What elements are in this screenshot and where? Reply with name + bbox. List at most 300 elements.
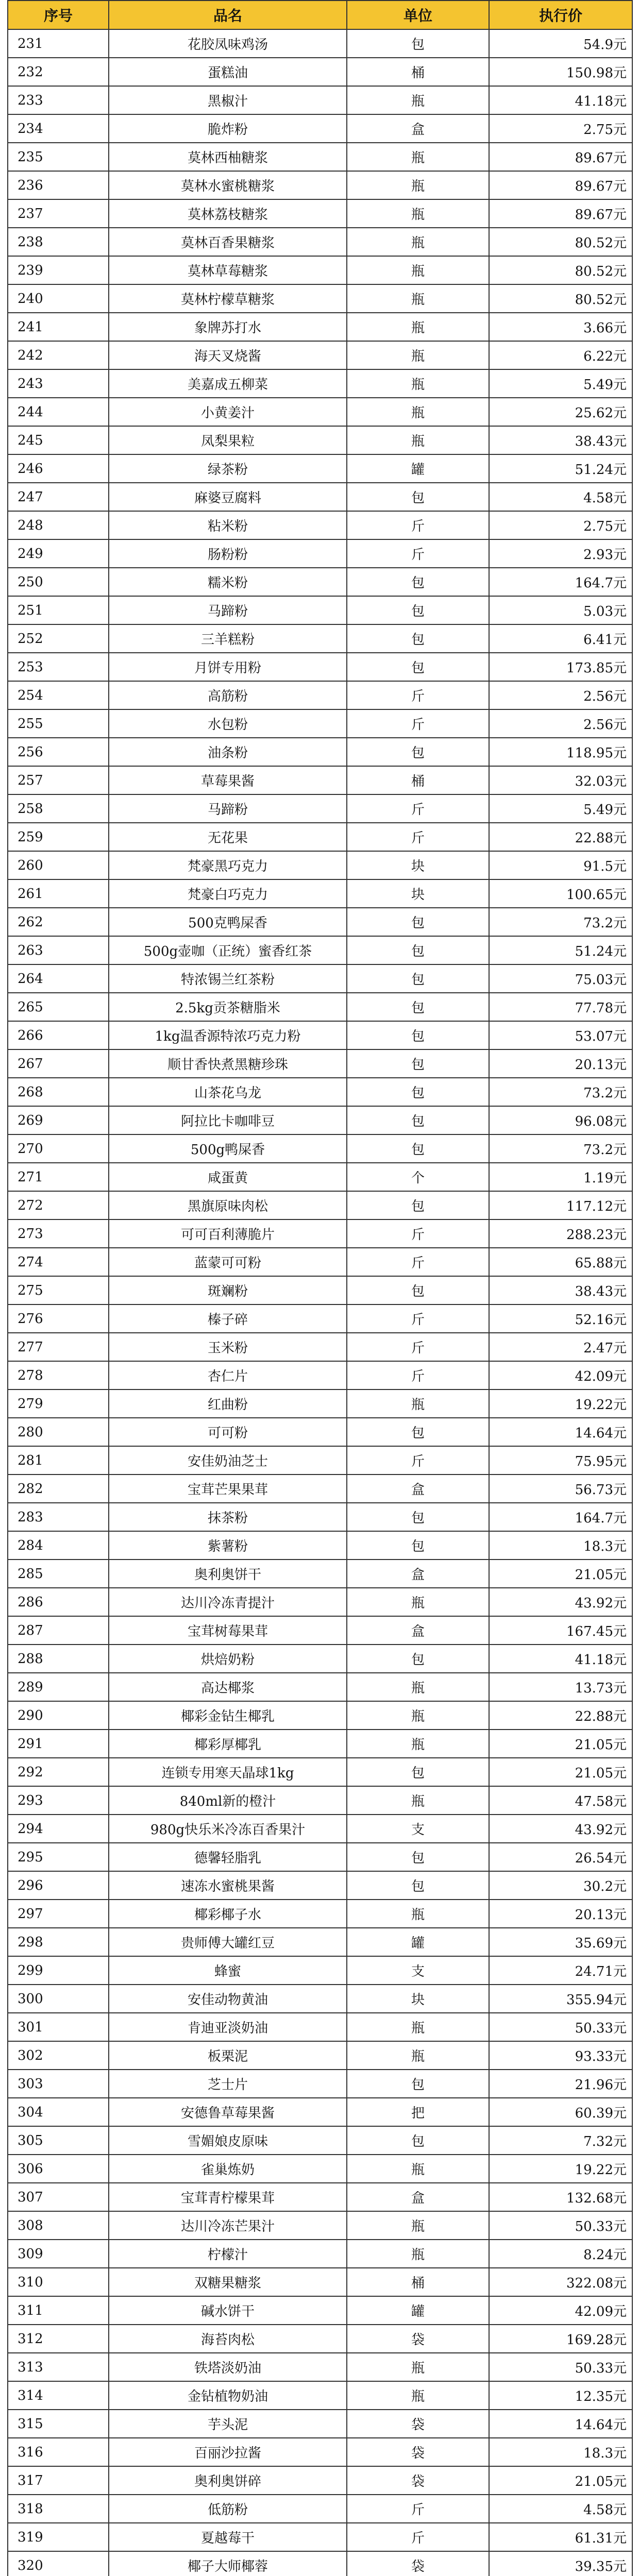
table-row [8, 1049, 632, 1078]
row-number: 316 [8, 2438, 109, 2466]
item-name: 莫林柠檬草糖浆 [109, 284, 347, 313]
item-unit: 袋 [347, 2438, 489, 2466]
row-number: 260 [8, 851, 109, 879]
item-price: 21.05元 [489, 2466, 632, 2495]
item-name: 500g壶咖（正统）蜜香红茶 [109, 936, 347, 964]
table-row [8, 2013, 632, 2041]
row-number: 268 [8, 1078, 109, 1106]
item-price: 14.64元 [489, 2410, 632, 2438]
item-name: 三羊糕粉 [109, 624, 347, 653]
item-price: 167.45元 [489, 1616, 632, 1645]
item-price: 18.3元 [489, 1531, 632, 1560]
table-row [8, 143, 632, 171]
row-number: 253 [8, 653, 109, 681]
header-name: 品名 [109, 1, 347, 29]
table-row [8, 1078, 632, 1106]
item-price: 4.58元 [489, 2495, 632, 2523]
row-number: 248 [8, 511, 109, 539]
table-row [8, 256, 632, 284]
item-price: 91.5元 [489, 851, 632, 879]
item-price: 60.39元 [489, 2098, 632, 2126]
item-name: 顺甘香快煮黑糖珍珠 [109, 1049, 347, 1078]
item-unit: 斤 [347, 794, 489, 823]
item-unit: 支 [347, 1815, 489, 1843]
row-number: 280 [8, 1418, 109, 1446]
item-name: 粘米粉 [109, 511, 347, 539]
item-price: 19.22元 [489, 2155, 632, 2183]
item-unit: 斤 [347, 1446, 489, 1475]
row-number: 239 [8, 256, 109, 284]
item-unit: 罐 [347, 1928, 489, 1956]
row-number: 241 [8, 313, 109, 341]
row-number: 232 [8, 58, 109, 86]
table-row [8, 1531, 632, 1560]
item-price: 2.56元 [489, 681, 632, 709]
table-row [8, 1361, 632, 1389]
item-price: 12.35元 [489, 2381, 632, 2410]
item-unit: 瓶 [347, 398, 489, 426]
table-row [8, 2495, 632, 2523]
item-name: 黑旗原味肉松 [109, 1191, 347, 1219]
item-name: 抹茶粉 [109, 1503, 347, 1531]
row-number: 259 [8, 823, 109, 851]
item-price: 89.67元 [489, 199, 632, 228]
table-row [8, 1673, 632, 1701]
item-unit: 桶 [347, 2268, 489, 2296]
item-name: 莫林水蜜桃糖浆 [109, 171, 347, 199]
table-row [8, 1645, 632, 1673]
item-price: 2.93元 [489, 539, 632, 568]
row-number: 264 [8, 964, 109, 993]
item-unit: 包 [347, 964, 489, 993]
item-unit: 盒 [347, 1475, 489, 1503]
table-row [8, 1333, 632, 1361]
item-unit: 包 [347, 2126, 489, 2155]
item-price: 288.23元 [489, 1219, 632, 1248]
item-unit: 包 [347, 1134, 489, 1163]
table-row [8, 1956, 632, 1985]
item-name: 500克鸭屎香 [109, 908, 347, 936]
row-number: 299 [8, 1956, 109, 1985]
item-name: 海天叉烧酱 [109, 341, 347, 369]
item-price: 7.32元 [489, 2126, 632, 2155]
table-row [8, 1248, 632, 1276]
row-number: 258 [8, 794, 109, 823]
row-number: 306 [8, 2155, 109, 2183]
item-price: 32.03元 [489, 766, 632, 794]
row-number: 265 [8, 993, 109, 1021]
table-row [8, 1616, 632, 1645]
row-number: 308 [8, 2211, 109, 2240]
item-price: 39.35元 [489, 2551, 632, 2576]
item-name: 安德鲁草莓果酱 [109, 2098, 347, 2126]
row-number: 319 [8, 2523, 109, 2551]
item-name: 绿茶粉 [109, 454, 347, 483]
item-unit: 斤 [347, 823, 489, 851]
row-number: 242 [8, 341, 109, 369]
item-name: 麻婆豆腐料 [109, 483, 347, 511]
item-price: 132.68元 [489, 2183, 632, 2211]
item-price: 100.65元 [489, 879, 632, 908]
item-unit: 瓶 [347, 1588, 489, 1616]
item-price: 80.52元 [489, 228, 632, 256]
row-number: 284 [8, 1531, 109, 1560]
table-row [8, 1389, 632, 1418]
table-row [8, 2041, 632, 2070]
item-name: 2.5kg贡茶糖脂米 [109, 993, 347, 1021]
item-price: 50.33元 [489, 2013, 632, 2041]
table-row [8, 2070, 632, 2098]
table-row [8, 1985, 632, 2013]
item-price: 22.88元 [489, 823, 632, 851]
table-row [8, 2183, 632, 2211]
item-price: 164.7元 [489, 1503, 632, 1531]
row-number: 238 [8, 228, 109, 256]
table-row [8, 2381, 632, 2410]
row-number: 274 [8, 1248, 109, 1276]
item-unit: 瓶 [347, 228, 489, 256]
item-unit: 瓶 [347, 2013, 489, 2041]
table-row [8, 879, 632, 908]
item-price: 42.09元 [489, 1361, 632, 1389]
item-price: 54.9元 [489, 29, 632, 58]
table-row [8, 1134, 632, 1163]
table-row [8, 1219, 632, 1248]
item-name: 碱水饼干 [109, 2296, 347, 2325]
item-unit: 斤 [347, 511, 489, 539]
item-unit: 包 [347, 1021, 489, 1049]
item-unit: 斤 [347, 1304, 489, 1333]
item-price: 75.95元 [489, 1446, 632, 1475]
item-price: 51.24元 [489, 454, 632, 483]
table-row [8, 454, 632, 483]
table-row [8, 1163, 632, 1191]
table-row [8, 511, 632, 539]
item-unit: 斤 [347, 1248, 489, 1276]
item-unit: 袋 [347, 2551, 489, 2576]
item-name: 山茶花乌龙 [109, 1078, 347, 1106]
row-number: 275 [8, 1276, 109, 1304]
item-name: 高筋粉 [109, 681, 347, 709]
item-unit: 瓶 [347, 313, 489, 341]
item-price: 35.69元 [489, 1928, 632, 1956]
row-number: 271 [8, 1163, 109, 1191]
row-number: 273 [8, 1219, 109, 1248]
item-name: 月饼专用粉 [109, 653, 347, 681]
item-price: 19.22元 [489, 1389, 632, 1418]
row-number: 240 [8, 284, 109, 313]
table-row [8, 483, 632, 511]
item-price: 3.66元 [489, 313, 632, 341]
item-price: 8.24元 [489, 2240, 632, 2268]
price-list-table [7, 0, 633, 2576]
item-unit: 包 [347, 1276, 489, 1304]
table-row [8, 2098, 632, 2126]
item-price: 65.88元 [489, 1248, 632, 1276]
table-row [8, 709, 632, 738]
item-price: 53.07元 [489, 1021, 632, 1049]
item-name: 烘焙奶粉 [109, 1645, 347, 1673]
row-number: 269 [8, 1106, 109, 1134]
item-unit: 包 [347, 1049, 489, 1078]
row-number: 243 [8, 369, 109, 398]
row-number: 252 [8, 624, 109, 653]
table-row [8, 86, 632, 114]
table-row [8, 624, 632, 653]
item-name: 美嘉成五柳菜 [109, 369, 347, 398]
item-name: 马蹄粉 [109, 794, 347, 823]
item-price: 50.33元 [489, 2211, 632, 2240]
table-row [8, 1843, 632, 1871]
item-price: 41.18元 [489, 1645, 632, 1673]
item-price: 118.95元 [489, 738, 632, 766]
row-number: 301 [8, 2013, 109, 2041]
table-row [8, 1106, 632, 1134]
item-name: 雪媚娘皮原味 [109, 2126, 347, 2155]
table-row [8, 199, 632, 228]
row-number: 294 [8, 1815, 109, 1843]
table-row [8, 1871, 632, 1900]
item-price: 6.22元 [489, 341, 632, 369]
table-row [8, 1560, 632, 1588]
table-row [8, 341, 632, 369]
item-unit: 包 [347, 1871, 489, 1900]
item-price: 22.88元 [489, 1701, 632, 1730]
row-number: 277 [8, 1333, 109, 1361]
row-number: 255 [8, 709, 109, 738]
row-number: 251 [8, 596, 109, 624]
table-row [8, 1900, 632, 1928]
header-price: 执行价 [489, 1, 632, 29]
row-number: 286 [8, 1588, 109, 1616]
table-row [8, 426, 632, 454]
row-number: 249 [8, 539, 109, 568]
row-number: 317 [8, 2466, 109, 2495]
item-name: 高达椰浆 [109, 1673, 347, 1701]
item-unit: 斤 [347, 1333, 489, 1361]
item-unit: 瓶 [347, 1786, 489, 1815]
item-unit: 包 [347, 1531, 489, 1560]
item-price: 50.33元 [489, 2353, 632, 2381]
item-name: 海苔肉松 [109, 2325, 347, 2353]
item-unit: 瓶 [347, 256, 489, 284]
table-row [8, 1503, 632, 1531]
row-number: 292 [8, 1758, 109, 1786]
item-price: 5.49元 [489, 794, 632, 823]
item-name: 达川冷冻芒果汁 [109, 2211, 347, 2240]
table-row [8, 2325, 632, 2353]
item-unit: 瓶 [347, 171, 489, 199]
row-number: 270 [8, 1134, 109, 1163]
row-number: 282 [8, 1475, 109, 1503]
row-number: 234 [8, 114, 109, 143]
item-price: 20.13元 [489, 1900, 632, 1928]
item-price: 26.54元 [489, 1843, 632, 1871]
item-unit: 瓶 [347, 426, 489, 454]
row-number: 297 [8, 1900, 109, 1928]
row-number: 267 [8, 1049, 109, 1078]
item-name: 油条粉 [109, 738, 347, 766]
item-unit: 瓶 [347, 2211, 489, 2240]
row-number: 318 [8, 2495, 109, 2523]
item-name: 雀巢炼奶 [109, 2155, 347, 2183]
table-row [8, 794, 632, 823]
row-number: 313 [8, 2353, 109, 2381]
item-price: 61.31元 [489, 2523, 632, 2551]
table-row [8, 851, 632, 879]
item-price: 150.98元 [489, 58, 632, 86]
item-price: 89.67元 [489, 143, 632, 171]
table-row [8, 2240, 632, 2268]
item-name: 芋头泥 [109, 2410, 347, 2438]
row-number: 278 [8, 1361, 109, 1389]
row-number: 304 [8, 2098, 109, 2126]
item-name: 椰彩金钻生椰乳 [109, 1701, 347, 1730]
row-number: 312 [8, 2325, 109, 2353]
table-row [8, 596, 632, 624]
item-name: 糯米粉 [109, 568, 347, 596]
item-unit: 包 [347, 1106, 489, 1134]
table-row [8, 2268, 632, 2296]
table-row [8, 171, 632, 199]
row-number: 320 [8, 2551, 109, 2576]
item-name: 特浓锡兰红茶粉 [109, 964, 347, 993]
row-number: 245 [8, 426, 109, 454]
item-price: 77.78元 [489, 993, 632, 1021]
row-number: 285 [8, 1560, 109, 1588]
table-row [8, 1418, 632, 1446]
item-unit: 包 [347, 2070, 489, 2098]
item-name: 安佳动物黄油 [109, 1985, 347, 2013]
item-unit: 包 [347, 1418, 489, 1446]
item-price: 117.12元 [489, 1191, 632, 1219]
item-name: 贵师傅大罐红豆 [109, 1928, 347, 1956]
row-number: 293 [8, 1786, 109, 1815]
table-row [8, 823, 632, 851]
item-name: 杏仁片 [109, 1361, 347, 1389]
item-price: 73.2元 [489, 1078, 632, 1106]
item-name: 梵豪黑巧克力 [109, 851, 347, 879]
item-name: 凤梨果粒 [109, 426, 347, 454]
item-name: 莫林草莓糖浆 [109, 256, 347, 284]
item-unit: 瓶 [347, 2381, 489, 2410]
item-unit: 包 [347, 908, 489, 936]
row-number: 272 [8, 1191, 109, 1219]
item-unit: 包 [347, 1645, 489, 1673]
item-unit: 瓶 [347, 2240, 489, 2268]
row-number: 311 [8, 2296, 109, 2325]
row-number: 263 [8, 936, 109, 964]
item-name: 草莓果酱 [109, 766, 347, 794]
row-number: 262 [8, 908, 109, 936]
item-unit: 支 [347, 1956, 489, 1985]
item-name: 宝茸青柠檬果茸 [109, 2183, 347, 2211]
table-row [8, 766, 632, 794]
item-price: 56.73元 [489, 1475, 632, 1503]
table-row [8, 1730, 632, 1758]
row-number: 307 [8, 2183, 109, 2211]
item-unit: 袋 [347, 2410, 489, 2438]
item-unit: 斤 [347, 709, 489, 738]
item-name: 金钻植物奶油 [109, 2381, 347, 2410]
item-unit: 包 [347, 1191, 489, 1219]
table-row [8, 2353, 632, 2381]
table-row [8, 964, 632, 993]
table-body [8, 29, 632, 2576]
table-row [8, 1021, 632, 1049]
row-number: 310 [8, 2268, 109, 2296]
table-row [8, 908, 632, 936]
item-price: 75.03元 [489, 964, 632, 993]
item-price: 80.52元 [489, 284, 632, 313]
item-name: 夏越莓干 [109, 2523, 347, 2551]
table-row [8, 114, 632, 143]
item-unit: 把 [347, 2098, 489, 2126]
row-number: 287 [8, 1616, 109, 1645]
row-number: 236 [8, 171, 109, 199]
item-unit: 盒 [347, 1616, 489, 1645]
item-name: 椰彩椰子水 [109, 1900, 347, 1928]
table-row [8, 1191, 632, 1219]
item-name: 花胶凤味鸡汤 [109, 29, 347, 58]
table-row [8, 1446, 632, 1475]
item-name: 奥利奥饼干 [109, 1560, 347, 1588]
row-number: 283 [8, 1503, 109, 1531]
table-row [8, 1701, 632, 1730]
row-number: 314 [8, 2381, 109, 2410]
row-number: 295 [8, 1843, 109, 1871]
item-unit: 盒 [347, 1560, 489, 1588]
table-row [8, 1588, 632, 1616]
item-name: 肯迪亚淡奶油 [109, 2013, 347, 2041]
item-price: 42.09元 [489, 2296, 632, 2325]
item-name: 980g快乐米冷冻百香果汁 [109, 1815, 347, 1843]
item-price: 5.49元 [489, 369, 632, 398]
item-unit: 包 [347, 1503, 489, 1531]
item-name: 象牌苏打水 [109, 313, 347, 341]
item-price: 21.05元 [489, 1758, 632, 1786]
row-number: 281 [8, 1446, 109, 1475]
table-row [8, 2296, 632, 2325]
item-unit: 块 [347, 1985, 489, 2013]
item-name: 低筋粉 [109, 2495, 347, 2523]
item-unit: 袋 [347, 2325, 489, 2353]
item-unit: 块 [347, 851, 489, 879]
item-name: 安佳奶油芝士 [109, 1446, 347, 1475]
item-price: 322.08元 [489, 2268, 632, 2296]
item-name: 蓝蒙可可粉 [109, 1248, 347, 1276]
row-number: 244 [8, 398, 109, 426]
item-unit: 罐 [347, 2296, 489, 2325]
item-unit: 瓶 [347, 2353, 489, 2381]
item-unit: 瓶 [347, 1673, 489, 1701]
table-row [8, 681, 632, 709]
item-unit: 斤 [347, 2495, 489, 2523]
item-price: 18.3元 [489, 2438, 632, 2466]
item-unit: 包 [347, 568, 489, 596]
item-price: 355.94元 [489, 1985, 632, 2013]
item-price: 73.2元 [489, 1134, 632, 1163]
item-unit: 瓶 [347, 1389, 489, 1418]
item-name: 达川冷冻青提汁 [109, 1588, 347, 1616]
item-unit: 包 [347, 483, 489, 511]
row-number: 300 [8, 1985, 109, 2013]
item-name: 紫薯粉 [109, 1531, 347, 1560]
item-price: 14.64元 [489, 1418, 632, 1446]
item-price: 43.92元 [489, 1815, 632, 1843]
row-number: 261 [8, 879, 109, 908]
item-name: 可可粉 [109, 1418, 347, 1446]
